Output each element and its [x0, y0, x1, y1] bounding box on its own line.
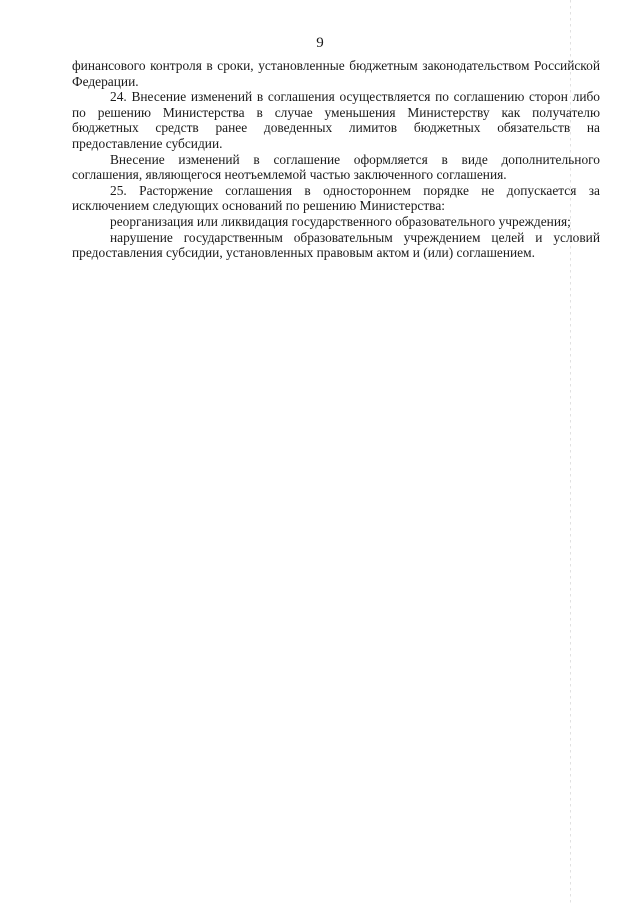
paragraph-amendment-form: Внесение изменений в соглашение оформляется в виде дополнительного соглашения, являющегося неотъемлемой частью заключенного соглашения.	[72, 151, 600, 183]
page-number: 9	[316, 35, 324, 51]
paragraph-item-25: 25. Расторжение соглашения в одностороннем порядке не допускается за исключением следующих оснований по решению Министерства:	[72, 182, 600, 214]
document-body	[72, 58, 600, 261]
paragraph-violation: нарушение государственным образовательным учреждением целей и условий предоставления субсидии, установленных правовым актом и (или) соглашением.	[72, 229, 600, 261]
paragraph-item-24: 24. Внесение изменений в соглашения осуществляется по соглашению сторон либо по решению Министерства в случае уменьшения Министерству как получателю бюджетных средств ранее доведенных лимитов бюджетных обязательств на предоставление субсидии.	[72, 89, 600, 151]
paragraph-continuation: финансового контроля в сроки, установленные бюджетным законодательством Российской Федерации.	[72, 58, 600, 89]
paragraph-reorganization: реорганизация или ликвидация государственного образовательного учреждения;	[110, 213, 571, 229]
